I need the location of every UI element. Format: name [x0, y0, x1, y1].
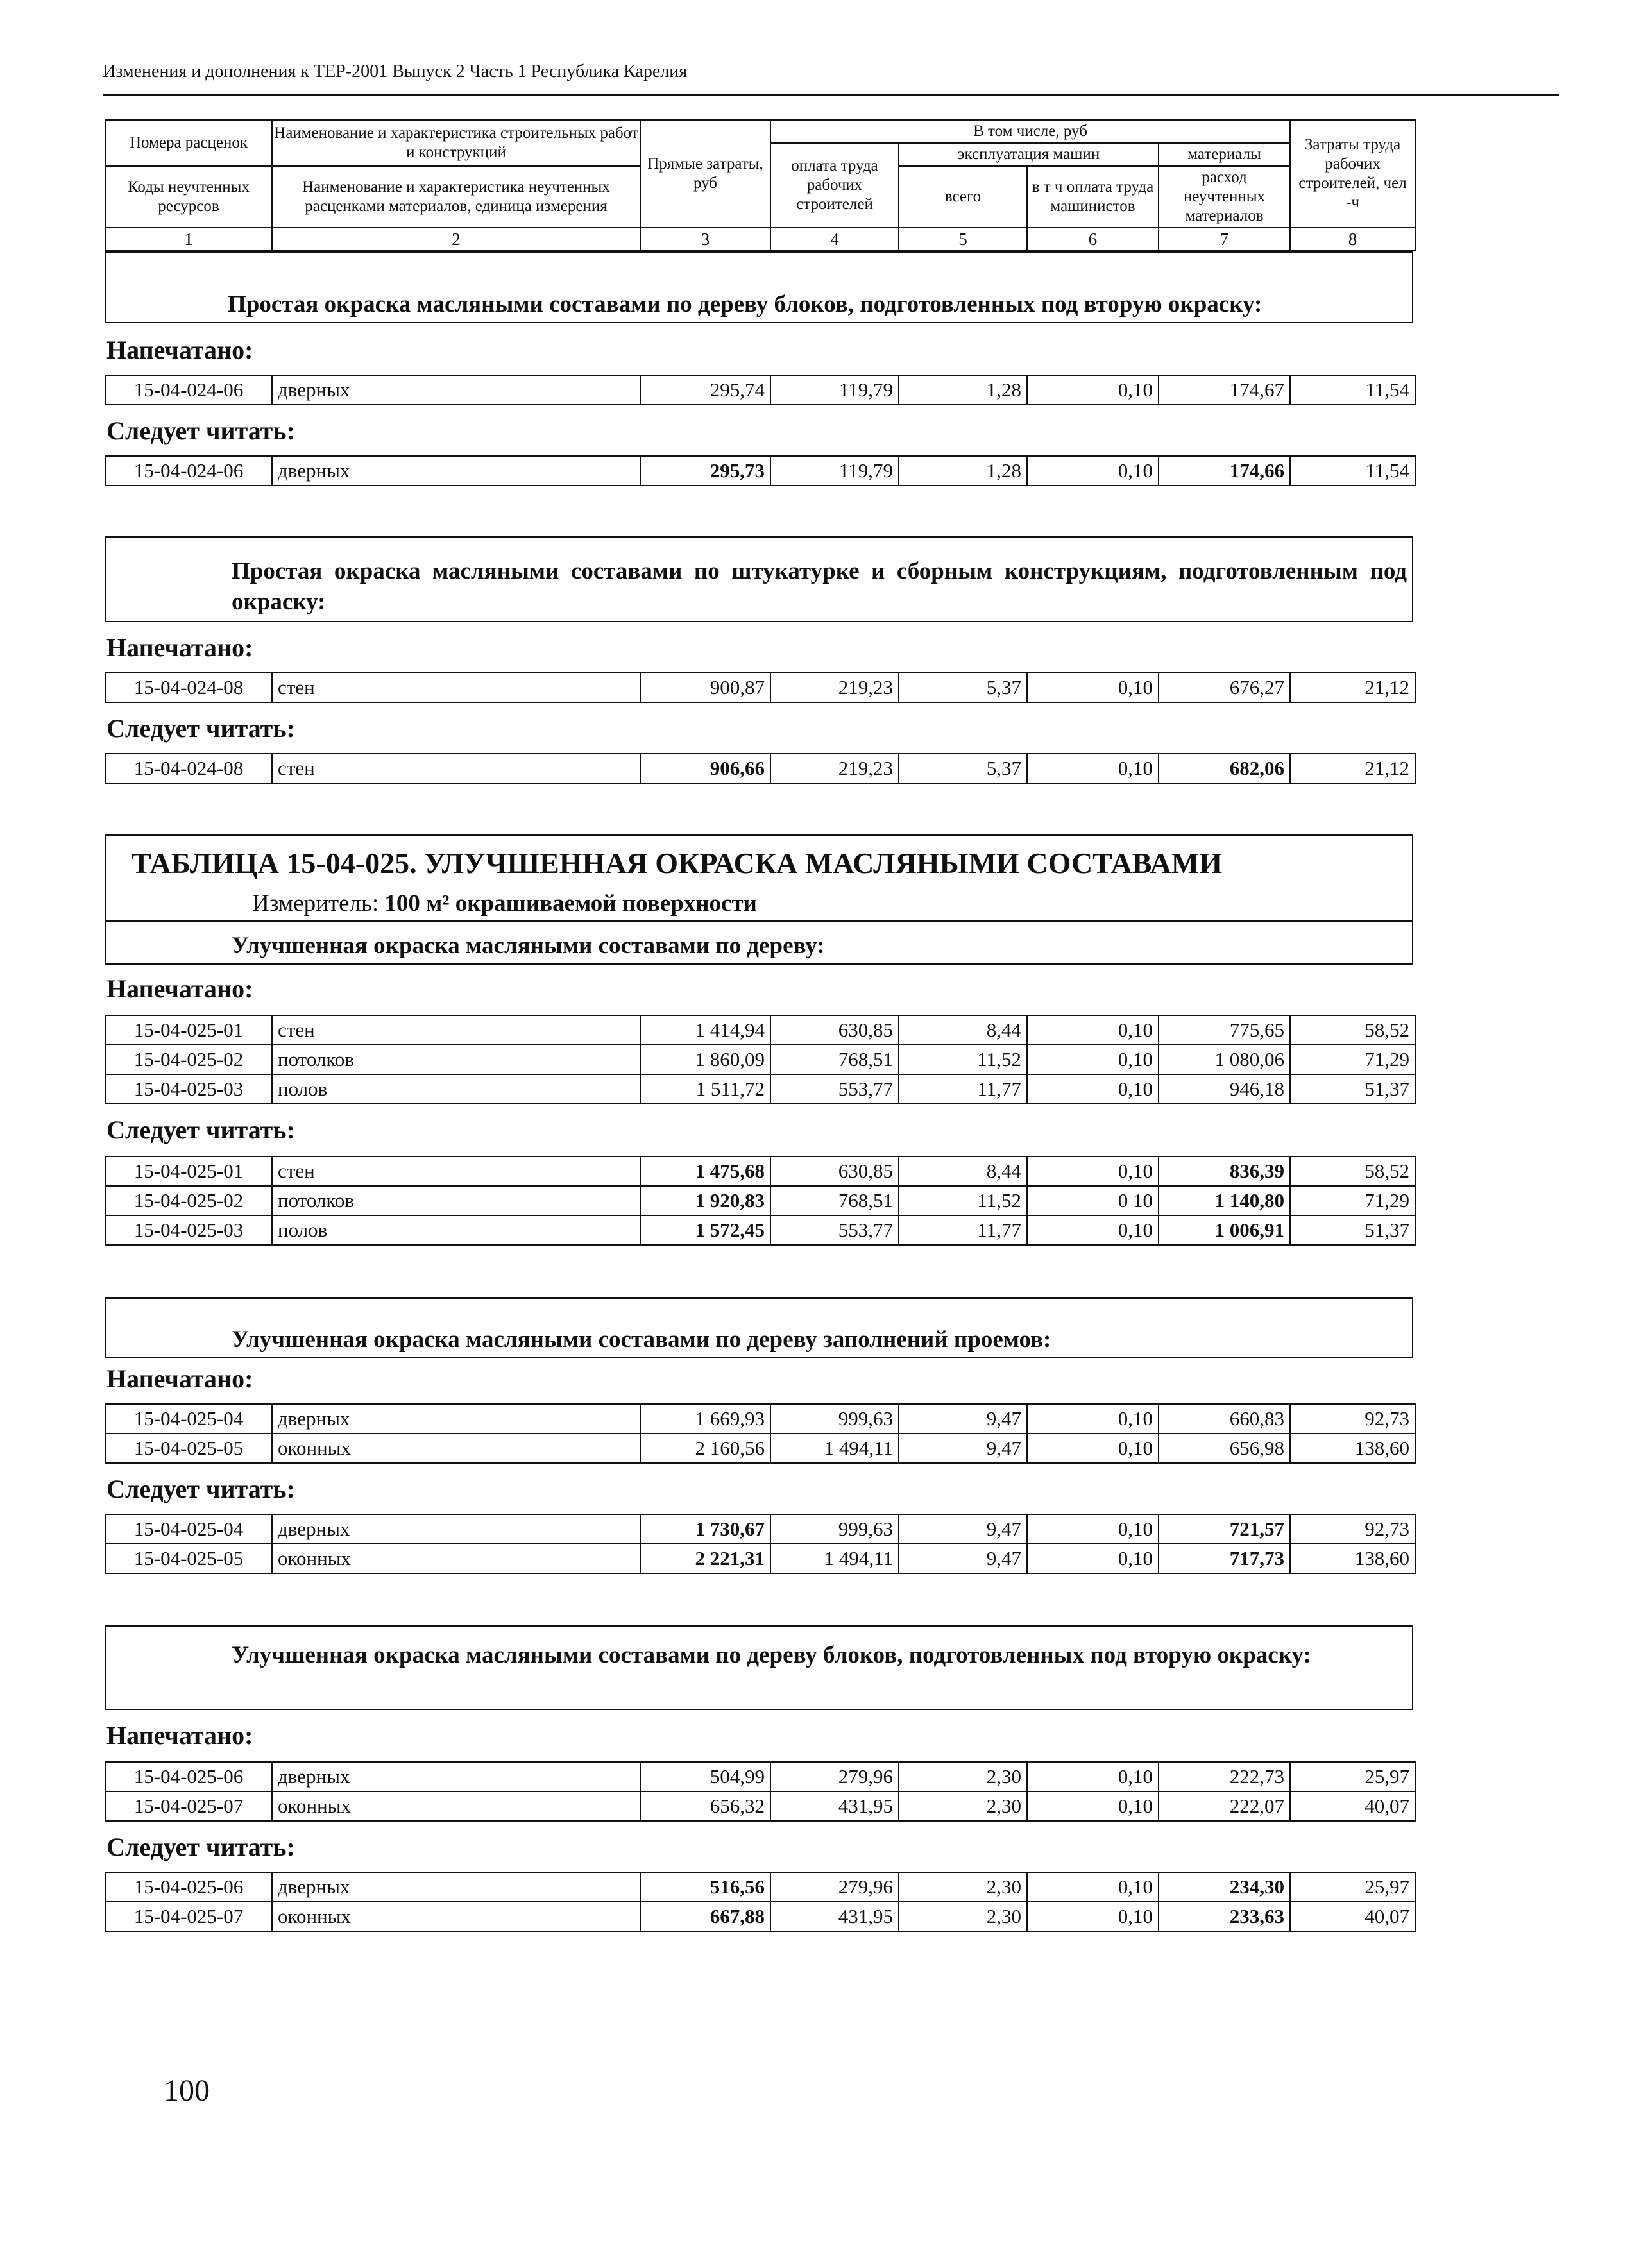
labor-pay-cell: 1 494,11 [770, 1544, 899, 1573]
table-row [105, 1015, 1415, 1045]
read-label: Следует читать: [106, 1475, 295, 1503]
printed-label: Напечатано: [106, 633, 253, 662]
table-row [105, 1045, 1415, 1074]
labor-hours-cell: 58,52 [1290, 1015, 1415, 1045]
direct-cost-cell: 1 860,09 [640, 1045, 770, 1074]
rate-code-cell: 15-04-025-07 [105, 1902, 272, 1931]
read-label: Следует читать: [106, 416, 295, 445]
materials-cell: 233,63 [1159, 1902, 1290, 1931]
materials-cell: 234,30 [1159, 1872, 1290, 1902]
direct-cost-cell: 1 572,45 [640, 1215, 770, 1245]
labor-hours-cell: 11,54 [1290, 456, 1415, 486]
work-name-cell: дверных [272, 1514, 640, 1544]
rate-code-cell: 15-04-025-06 [105, 1762, 272, 1791]
materials-cell: 1 006,91 [1159, 1215, 1290, 1245]
section-title: Улучшенная окраска масляными составами по дереву: [232, 933, 825, 959]
col-number: 6 [1027, 228, 1159, 251]
work-name-cell: дверных [272, 456, 640, 486]
labor-pay-cell: 119,79 [770, 375, 899, 405]
machinist-pay-cell: 0,10 [1027, 673, 1159, 702]
labor-pay-cell: 219,23 [770, 673, 899, 702]
machinist-pay-cell: 0,10 [1027, 1074, 1159, 1104]
machines-total-cell: 9,47 [899, 1514, 1027, 1544]
materials-cell: 1 080,06 [1159, 1045, 1290, 1074]
rate-code-cell: 15-04-025-02 [105, 1186, 272, 1215]
section-banner [105, 1625, 1413, 1710]
table-row [105, 1186, 1415, 1215]
col-number: 4 [770, 228, 899, 251]
machinist-pay-cell: 0,10 [1027, 456, 1159, 486]
col-number: 7 [1159, 228, 1290, 251]
machines-total-cell: 9,47 [899, 1404, 1027, 1434]
machines-total-cell: 1,28 [899, 375, 1027, 405]
printed-label: Напечатано: [106, 1364, 253, 1393]
labor-hours-cell: 138,60 [1290, 1544, 1415, 1573]
labor-hours-cell: 138,60 [1290, 1434, 1415, 1463]
materials-cell: 946,18 [1159, 1074, 1290, 1104]
machines-total-cell: 9,47 [899, 1544, 1027, 1573]
rate-code-cell: 15-04-025-07 [105, 1791, 272, 1821]
machines-header: эксплуатация машин [899, 143, 1159, 166]
direct-cost-cell: 295,73 [640, 456, 770, 486]
rate-code-cell: 15-04-025-05 [105, 1544, 272, 1573]
rate-code-cell: 15-04-024-06 [105, 456, 272, 486]
labor-hours-cell: 25,97 [1290, 1762, 1415, 1791]
direct-cost-cell: 516,56 [640, 1872, 770, 1902]
work-name-cell: потолков [272, 1045, 640, 1074]
direct-cost-cell: 504,99 [640, 1762, 770, 1791]
measure-line [252, 890, 757, 917]
table-row [105, 1404, 1415, 1434]
materials-cell: 1 140,80 [1159, 1186, 1290, 1215]
work-name-cell: оконных [272, 1434, 640, 1463]
table-row [105, 1791, 1415, 1821]
work-name-cell: потолков [272, 1186, 640, 1215]
table-row [105, 1215, 1415, 1245]
table-row [105, 673, 1415, 702]
labor-pay-cell: 119,79 [770, 456, 899, 486]
section-title: Улучшенная окраска масляными составами по дереву блоков, подготовленных под вторую окраску: [232, 1642, 1311, 1668]
work-name-cell: стен [272, 1015, 640, 1045]
machines-total-cell: 2,30 [899, 1902, 1027, 1931]
machines-total-cell: 5,37 [899, 673, 1027, 702]
col1-header-a: Номера расценок [105, 120, 272, 166]
direct-cost-cell: 656,32 [640, 1791, 770, 1821]
direct-cost-cell: 900,87 [640, 673, 770, 702]
col-number: 3 [640, 228, 770, 251]
labor-hours-cell: 21,12 [1290, 673, 1415, 702]
work-name-cell: стен [272, 1156, 640, 1186]
printed-table [105, 1761, 1416, 1822]
section-banner [105, 1297, 1413, 1358]
direct-cost-cell: 1 920,83 [640, 1186, 770, 1215]
machinist-pay-cell: 0,10 [1027, 1902, 1159, 1931]
rate-code-cell: 15-04-025-03 [105, 1215, 272, 1245]
materials-cell: 660,83 [1159, 1404, 1290, 1434]
read-label: Следует читать: [106, 1832, 295, 1861]
page-header: Изменения и дополнения к ТЕР-2001 Выпуск 2 Часть 1 Республика Карелия [103, 62, 688, 81]
table-row [105, 1544, 1415, 1573]
direct-cost-cell: 1 730,67 [640, 1514, 770, 1544]
measure-value: 100 м² окрашиваемой поверхности [384, 890, 757, 917]
read-table [105, 1514, 1416, 1574]
labor-pay-cell: 768,51 [770, 1045, 899, 1074]
work-name-cell: полов [272, 1074, 640, 1104]
group-header: В том числе, руб [770, 120, 1290, 143]
labor-pay-cell: 768,51 [770, 1186, 899, 1215]
machines-total-cell: 8,44 [899, 1015, 1027, 1045]
col-number: 1 [105, 228, 272, 251]
table-row [105, 375, 1415, 405]
section-title: Простая окраска масляными составами по дереву блоков, подготовленных под вторую окраску: [228, 291, 1262, 317]
col4-header: оплата труда рабочих строителей [770, 143, 899, 228]
table-row [105, 1156, 1415, 1186]
labor-pay-cell: 219,23 [770, 754, 899, 783]
read-label: Следует читать: [106, 1115, 295, 1144]
materials-cell: 174,67 [1159, 375, 1290, 405]
table-row [105, 1514, 1415, 1544]
materials-cell: 676,27 [1159, 673, 1290, 702]
column-header-table [105, 119, 1416, 251]
rate-code-cell: 15-04-024-06 [105, 375, 272, 405]
labor-hours-cell: 92,73 [1290, 1404, 1415, 1434]
rate-code-cell: 15-04-025-03 [105, 1074, 272, 1104]
labor-pay-cell: 553,77 [770, 1215, 899, 1245]
direct-cost-cell: 1 511,72 [640, 1074, 770, 1104]
labor-pay-cell: 553,77 [770, 1074, 899, 1104]
printed-label: Напечатано: [106, 1721, 253, 1750]
section-banner [105, 536, 1413, 622]
section-title: Улучшенная окраска масляными составами по дереву заполнений проемов: [232, 1326, 1051, 1353]
materials-cell: 682,06 [1159, 754, 1290, 783]
machinist-pay-cell: 0,10 [1027, 1156, 1159, 1186]
table-row [105, 1902, 1415, 1931]
direct-cost-cell: 1 475,68 [640, 1156, 770, 1186]
col6-header: в т ч оплата труда машинистов [1027, 166, 1159, 228]
work-name-cell: оконных [272, 1791, 640, 1821]
labor-hours-cell: 71,29 [1290, 1045, 1415, 1074]
read-table [105, 455, 1416, 486]
labor-hours-cell: 11,54 [1290, 375, 1415, 405]
labor-pay-cell: 279,96 [770, 1872, 899, 1902]
materials-cell: 656,98 [1159, 1434, 1290, 1463]
materials-cell: 174,66 [1159, 456, 1290, 486]
machinist-pay-cell: 0 10 [1027, 1186, 1159, 1215]
read-table [105, 753, 1416, 784]
table-row [105, 1762, 1415, 1791]
labor-pay-cell: 279,96 [770, 1762, 899, 1791]
machinist-pay-cell: 0,10 [1027, 1762, 1159, 1791]
printed-table [105, 1015, 1416, 1104]
work-name-cell: полов [272, 1215, 640, 1245]
read-table [105, 1156, 1416, 1246]
rate-code-cell: 15-04-025-04 [105, 1404, 272, 1434]
machines-total-cell: 2,30 [899, 1762, 1027, 1791]
table-banner [105, 834, 1413, 965]
direct-cost-cell: 667,88 [640, 1902, 770, 1931]
col8-header: Затраты труда рабочих строителей, чел -ч [1290, 120, 1415, 228]
table-row [105, 1872, 1415, 1902]
col-number: 5 [899, 228, 1027, 251]
work-name-cell: стен [272, 673, 640, 702]
table-row [105, 1434, 1415, 1463]
read-table [105, 1872, 1416, 1932]
col3-header: Прямые затраты, руб [640, 120, 770, 228]
labor-pay-cell: 431,95 [770, 1791, 899, 1821]
rate-code-cell: 15-04-025-01 [105, 1156, 272, 1186]
printed-label: Напечатано: [106, 974, 253, 1003]
rate-code-cell: 15-04-024-08 [105, 673, 272, 702]
table-row [105, 456, 1415, 486]
machines-total-cell: 8,44 [899, 1156, 1027, 1186]
machines-total-cell: 11,52 [899, 1045, 1027, 1074]
machines-total-cell: 11,52 [899, 1186, 1027, 1215]
printed-label: Напечатано: [106, 335, 253, 364]
direct-cost-cell: 2 160,56 [640, 1434, 770, 1463]
rate-code-cell: 15-04-025-01 [105, 1015, 272, 1045]
work-name-cell: дверных [272, 1762, 640, 1791]
banner-divider [106, 920, 1412, 922]
labor-hours-cell: 71,29 [1290, 1186, 1415, 1215]
measure-prefix: Измеритель: [252, 890, 379, 917]
labor-pay-cell: 999,63 [770, 1404, 899, 1434]
machines-total-cell: 11,77 [899, 1215, 1027, 1245]
machines-total-cell: 5,37 [899, 754, 1027, 783]
labor-hours-cell: 40,07 [1290, 1902, 1415, 1931]
work-name-cell: дверных [272, 375, 640, 405]
labor-pay-cell: 999,63 [770, 1514, 899, 1544]
machines-total-cell: 2,30 [899, 1872, 1027, 1902]
work-name-cell: стен [272, 754, 640, 783]
materials-cell: 717,73 [1159, 1544, 1290, 1573]
col-number: 8 [1290, 228, 1415, 251]
section-title: Простая окраска масляными составами по штукатурке и сборным конструкциям, подготовленным под окраску: [232, 558, 1407, 615]
machinist-pay-cell: 0,10 [1027, 1404, 1159, 1434]
labor-hours-cell: 51,37 [1290, 1074, 1415, 1104]
printed-table [105, 375, 1416, 405]
machines-total-cell: 9,47 [899, 1434, 1027, 1463]
labor-pay-cell: 630,85 [770, 1156, 899, 1186]
machinist-pay-cell: 0,10 [1027, 1015, 1159, 1045]
col2-header-b: Наименование и характеристика неучтенных расценками материалов, единица измерения [272, 166, 640, 228]
col1-header-b: Коды неучтенных ресурсов [105, 166, 272, 228]
labor-hours-cell: 92,73 [1290, 1514, 1415, 1544]
labor-pay-cell: 1 494,11 [770, 1434, 899, 1463]
labor-hours-cell: 25,97 [1290, 1872, 1415, 1902]
direct-cost-cell: 2 221,31 [640, 1544, 770, 1573]
rate-code-cell: 15-04-025-06 [105, 1872, 272, 1902]
materials-cell: 775,65 [1159, 1015, 1290, 1045]
machinist-pay-cell: 0,10 [1027, 754, 1159, 783]
section-banner [105, 251, 1413, 323]
read-label: Следует читать: [106, 714, 295, 743]
direct-cost-cell: 1 669,93 [640, 1404, 770, 1434]
machines-total-cell: 1,28 [899, 456, 1027, 486]
machines-total-cell: 11,77 [899, 1074, 1027, 1104]
labor-hours-cell: 58,52 [1290, 1156, 1415, 1186]
labor-pay-cell: 431,95 [770, 1902, 899, 1931]
materials-cell: 222,73 [1159, 1762, 1290, 1791]
labor-hours-cell: 40,07 [1290, 1791, 1415, 1821]
machinist-pay-cell: 0,10 [1027, 1791, 1159, 1821]
machinist-pay-cell: 0,10 [1027, 1544, 1159, 1573]
page-number: 100 [164, 2074, 210, 2108]
work-name-cell: дверных [272, 1404, 640, 1434]
machines-total-cell: 2,30 [899, 1791, 1027, 1821]
printed-table [105, 1403, 1416, 1464]
materials-cell: 222,07 [1159, 1791, 1290, 1821]
rate-code-cell: 15-04-025-04 [105, 1514, 272, 1544]
direct-cost-cell: 295,74 [640, 375, 770, 405]
machinist-pay-cell: 0,10 [1027, 1872, 1159, 1902]
printed-table [105, 672, 1416, 703]
machinist-pay-cell: 0,10 [1027, 1434, 1159, 1463]
direct-cost-cell: 906,66 [640, 754, 770, 783]
col7-header: расход неучтенных материалов [1159, 166, 1290, 228]
work-name-cell: дверных [272, 1872, 640, 1902]
labor-pay-cell: 630,85 [770, 1015, 899, 1045]
machinist-pay-cell: 0,10 [1027, 1514, 1159, 1544]
materials-cell: 721,57 [1159, 1514, 1290, 1544]
table-row [105, 754, 1415, 783]
machinist-pay-cell: 0,10 [1027, 1215, 1159, 1245]
materials-header: материалы [1159, 143, 1290, 166]
table-row [105, 1074, 1415, 1104]
direct-cost-cell: 1 414,94 [640, 1015, 770, 1045]
rate-code-cell: 15-04-025-02 [105, 1045, 272, 1074]
materials-cell: 836,39 [1159, 1156, 1290, 1186]
machinist-pay-cell: 0,10 [1027, 375, 1159, 405]
rate-code-cell: 15-04-024-08 [105, 754, 272, 783]
col2-header-a: Наименование и характеристика строительных работ и конструкций [272, 120, 640, 166]
col5-header: всего [899, 166, 1027, 228]
header-rule [103, 94, 1559, 96]
work-name-cell: оконных [272, 1544, 640, 1573]
table-title: ТАБЛИЦА 15-04-025. УЛУЧШЕННАЯ ОКРАСКА МАСЛЯНЫМИ СОСТАВАМИ [132, 847, 1222, 879]
machinist-pay-cell: 0,10 [1027, 1045, 1159, 1074]
work-name-cell: оконных [272, 1902, 640, 1931]
labor-hours-cell: 51,37 [1290, 1215, 1415, 1245]
labor-hours-cell: 21,12 [1290, 754, 1415, 783]
rate-code-cell: 15-04-025-05 [105, 1434, 272, 1463]
col-number: 2 [272, 228, 640, 251]
